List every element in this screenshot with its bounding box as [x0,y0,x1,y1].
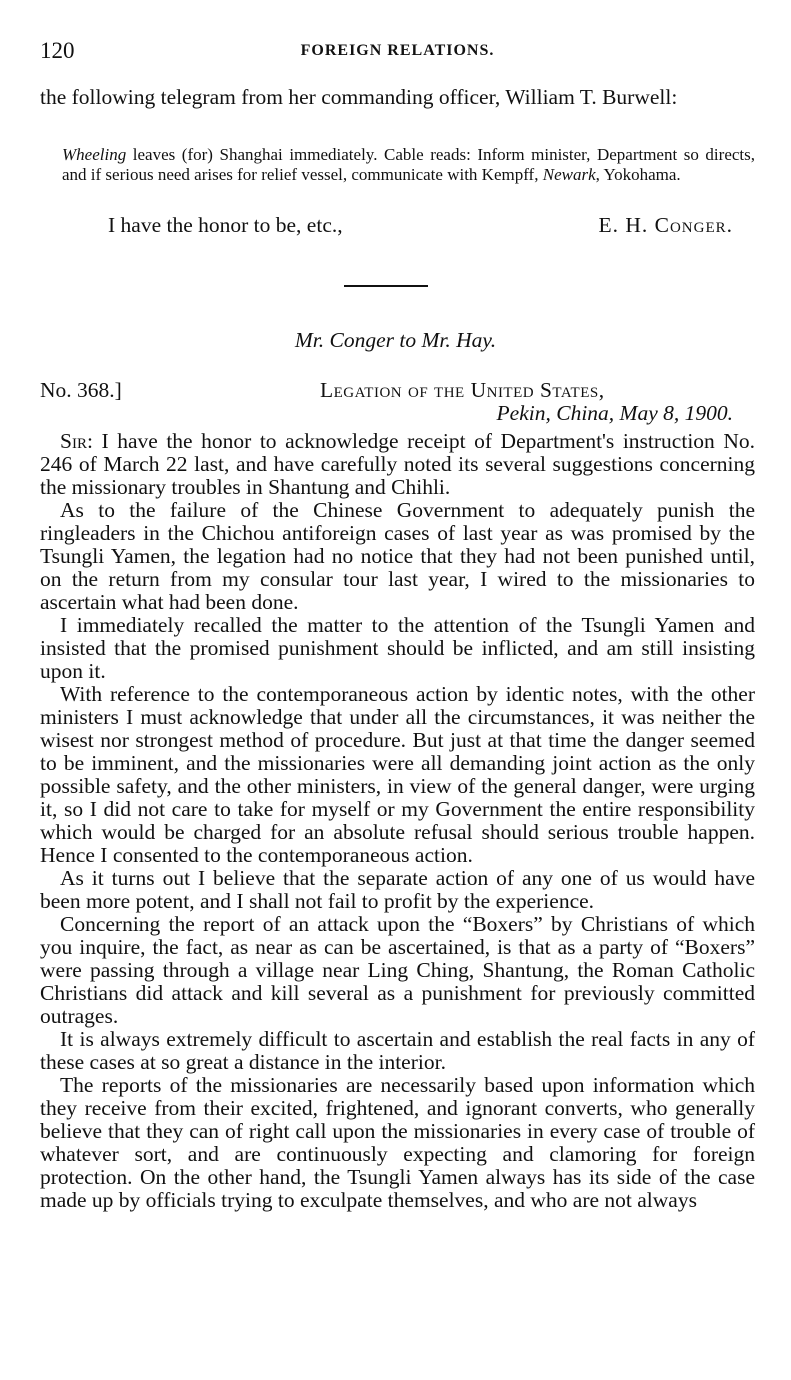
letter-body [40,430,755,1212]
letter-paragraph: Concerning the report of an attack upon the “Boxers” by Christians of which you inquire, the fact, as near as can be ascertained, is that as a party of “Boxers” were passing through a village near Ling Ching, Shantung, the Roman Catholic Christians did attack and kill several as a punishment for previously committed outrages. [40,912,755,1028]
letter-paragraph: As it turns out I believe that the separate action of any one of us would have been more potent, and I shall not fail to profit by the experience. [40,866,755,913]
telegram-vessel-name: Newark [542,165,596,184]
dispatch-number: No. 368.] [40,378,122,402]
intro-paragraph: the following telegram from her commanding officer, William T. Burwell: [40,85,678,109]
salutation: Sir: [60,429,93,453]
letter-title: Mr. Conger to Mr. Hay. [294,328,497,352]
letter-paragraph [40,430,755,499]
page-header [40,38,755,68]
telegram-body: leaves (for) Shanghai immediately. Cable reads: Inform minister, Department so directs, and if serious need arises for relief vessel, communicate with Kempff, [62,145,755,184]
letter-paragraph: The reports of the missionaries are necessarily based upon information which they receive from their excited, frightened, and ignorant converts, who generally believe that they can of right call upon the missionaries in every case of trouble of whatever sort, and are continuously expecting and clamoring for foreign protection. On the other hand, the Tsungli Yamen always has its side of the case made up by officials trying to exculpate themselves, and who are not always [40,1073,755,1212]
paragraph-text: I have the honor to acknowledge receipt of Department's instruction No. 246 of March 22 last, and have carefully noted its several suggestions concerning the missionary troubles in Shantung and Chihli. [40,429,755,499]
letter-paragraph: I immediately recalled the matter to the attention of the Tsungli Yamen and insisted that the promised punishment should be inflicted, and am still insisting upon it. [40,613,755,683]
place-date: Pekin, China, May 8, 1900. [496,401,733,425]
telegram-ship-name: Wheeling [62,145,127,164]
section-divider [344,285,428,287]
page-number: 120 [40,38,75,63]
letter-paragraph: As to the failure of the Chinese Government to adequately punish the ringleaders in the Chichou antiforeign cases of last year as was promised by the Tsungli Yamen, the legation had no notice that they had not been punished until, on the return from my consular tour last year, I wired to the missionaries to ascertain what had been done. [40,498,755,614]
running-head: FOREIGN RELATIONS. [300,42,495,59]
letter-paragraph: With reference to the contemporaneous action by identic notes, with the other ministers I must acknowledge that under all the circumstances, it was neither the wisest nor strongest method of procedure. But just at that time the danger seemed to be imminent, and the missionaries were all demanding joint action as the only possible safety, and the other ministers, in view of the general danger, were urging it, so I did not care to take for myself or my Government the entire responsibility which would be charged for an absolute refusal should serious trouble happen. Hence I consented to the contemporaneous action. [40,682,755,867]
closing-honor: I have the honor to be, etc., [108,213,343,237]
telegram-text [62,145,755,185]
letter-paragraph: It is always extremely difficult to ascertain and establish the real facts in any of these cases at so great a distance in the interior. [40,1027,755,1074]
closing-signature: E. H. Conger. [598,213,733,237]
letterhead [40,378,733,430]
telegram-end: , Yokohama. [595,165,681,184]
closing-line [40,213,733,239]
legation-name: Legation of the United States, [320,378,605,402]
